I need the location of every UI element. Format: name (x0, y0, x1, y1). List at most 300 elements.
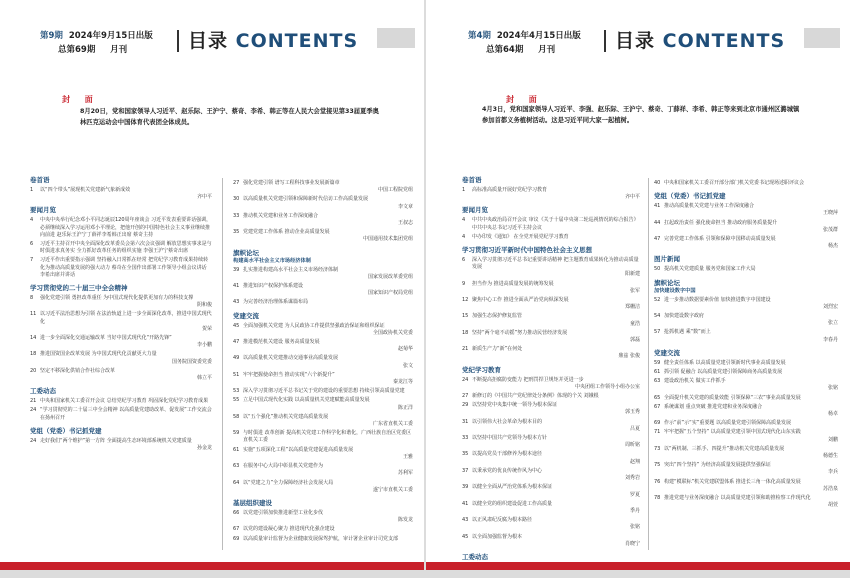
toc-page-number: 37 (462, 467, 469, 474)
toc-page-number: 76 (654, 478, 661, 485)
toc-page-number: 69 (654, 420, 661, 427)
header-grey-block (804, 28, 840, 48)
toc-entry[interactable] (654, 495, 838, 509)
toc-entry-author: 郭磊 (629, 337, 640, 344)
page-bottom-bar (426, 562, 850, 570)
toc-entry-body (243, 480, 413, 494)
toc-entry-title: 完善党建工作体系 引领和保障中国移动高质量发展 (664, 236, 776, 243)
section-heading: 党建交流 (233, 311, 259, 320)
toc-column (462, 176, 640, 570)
toc-entry[interactable] (462, 517, 640, 531)
toc-entry[interactable] (233, 299, 413, 306)
toc-entry[interactable] (654, 266, 838, 273)
toc-entry-author: 周昕铭 (624, 442, 640, 449)
toc-page-number: 78 (654, 495, 661, 502)
toc-page-number: 49 (233, 355, 240, 362)
toc-page-number: 54 (654, 313, 661, 320)
toc-entry-body (472, 346, 640, 360)
toc-page-number: 4 (462, 233, 466, 240)
toc-entry-title: 在服务中心大局中彰显机关党建作为 (243, 463, 324, 470)
toc-entry-body (243, 213, 413, 227)
toc-entry-body (664, 360, 838, 367)
toc-entry[interactable] (654, 446, 838, 460)
toc-entry-title: 全面提升机关党建的质量效能 引领保障“三农”事业高质量发展 (664, 394, 801, 401)
column-divider (648, 178, 649, 550)
toc-entry-author: 李兵 (827, 469, 838, 476)
toc-entry-title: 推进模范机关建设 服务高质量发展 (243, 339, 320, 346)
section-heading: 学习贯彻党的二十届三中全会精神 (30, 284, 128, 293)
toc-entry-body (472, 501, 640, 515)
section-heading: 基层组织建设 (233, 498, 272, 507)
toc-entry[interactable] (462, 468, 640, 482)
toc-page-left (0, 0, 424, 570)
toc-entry-title: 推进知识产权保护体系建设 (243, 283, 304, 290)
toc-page-number: 65 (654, 394, 661, 401)
toc-entry-author: 广东省直机关工委 (372, 421, 413, 428)
toc-entry-author: 张立 (827, 320, 838, 327)
toc-entry[interactable] (654, 369, 838, 376)
toc-entry[interactable] (462, 313, 640, 327)
toc-entry[interactable] (654, 297, 838, 311)
section-heading: 党组（党委）书记抓党建 (654, 192, 726, 201)
toc-entry-title: 推动机关党建和业务工作深度融合 (243, 212, 319, 219)
toc-entry-title: 以健全党的组织建设促进工作高质量 (472, 500, 553, 507)
toc-entry-title: 实施“五项深化工程”以高质量党建促进高质量发展 (243, 446, 354, 453)
toc-entry[interactable] (462, 501, 640, 515)
toc-entry-body (40, 335, 212, 349)
section-heading: 学习贯彻习近平新时代中国特色社会主义思想 (462, 246, 592, 255)
toc-entry-body (243, 372, 413, 386)
toc-entry-body (664, 203, 838, 217)
toc-entry-title: 进一步全面深化交通运输改革 当好中国式现代化“开路先锋” (40, 335, 172, 342)
toc-entry-title: 以高质量审计监督为企业健康发展保驾护航，审计署企业审计司党支部 (243, 535, 399, 542)
toc-entry-author: 苏利军 (397, 470, 413, 477)
toc-entry[interactable] (30, 407, 212, 421)
toc-entry[interactable] (462, 297, 640, 311)
toc-entry-title: 深入学习贯彻习近平总书记重要讲话精神 把主题教育成果转化为推动高质量发展 (472, 257, 639, 271)
toc-entry-title: 强化党建引领 勇担改革重任 为中国式现代化提供更加有力的科技支撑 (40, 295, 194, 302)
toc-entry-title: 以坚持党中央集中统一领导为根本保证 (472, 402, 558, 409)
toc-entry-author: 遂宁市直机关工委 (372, 486, 413, 493)
toc-page-number: 27 (462, 393, 469, 400)
section-heading: 要闻月览 (462, 206, 488, 215)
toc-entry-body (664, 446, 838, 460)
toc-entry-author: 齐中平 (196, 194, 212, 201)
toc-page-number: 35 (233, 229, 240, 236)
toc-entry-title: 以健全全面从严治党体系为根本保证 (472, 484, 553, 491)
toc-entry-title: 以党的建设凝心聚力 推进现代化强企建设 (243, 526, 335, 533)
toc-entry-title: 坚持“两个毫不动摇”努力推动民营经济发展 (472, 329, 568, 336)
toc-page-number: 52 (654, 296, 661, 303)
toc-entry[interactable] (233, 526, 413, 533)
toc-entry-body (664, 220, 838, 234)
section-heading: 党组（党委）书记抓党建 (30, 426, 102, 435)
toc-entry[interactable] (233, 536, 413, 543)
toc-entry[interactable] (462, 534, 640, 548)
toc-page-number: 24 (462, 376, 469, 383)
toc-entry[interactable] (233, 213, 413, 227)
toc-entry[interactable] (462, 435, 640, 449)
toc-page-number: 59 (233, 430, 240, 437)
section-heading: 旗帜论坛 (654, 278, 680, 287)
toc-page-number: 41 (462, 500, 469, 507)
toc-entry-title: 抓引领 促融合 以高质量党建引领保障商务高质量发展 (664, 369, 783, 376)
toc-entry-author: 李小鹏 (196, 342, 212, 349)
toc-entry-title: 强化党建引领 谱写工程科技事业发展新篇章 (243, 180, 340, 186)
toc-entry[interactable] (233, 196, 413, 210)
toc-page-number: 7 (30, 257, 34, 264)
toc-entry-author: 肖晓宁 (624, 540, 640, 547)
toc-page-number: 31 (462, 418, 469, 425)
toc-entry-author: 张铭 (629, 524, 640, 531)
cover-caption: 8月20日，党和国家领导人习近平、赵乐际、王沪宁、蔡奇、李希、韩正等在人民大会堂接见第33届夏季奥林匹克运动会中国体育代表团全体成员。 (80, 108, 379, 126)
toc-entry-title: 以“五个强化”推动机关党建高质量发展 (243, 413, 329, 420)
toc-entry-body (472, 468, 640, 482)
toc-entry[interactable] (233, 339, 413, 353)
toc-entry[interactable] (654, 429, 838, 443)
toc-page-number: 59 (654, 359, 661, 366)
section-heading: 党建交流 (654, 348, 680, 357)
toc-entry-title: 建设政治机关 做实工作抓手 (664, 378, 726, 385)
toc-entry[interactable] (30, 217, 212, 239)
toc-page-number: 45 (233, 322, 240, 329)
toc-entry-author: 国务院国资委党委 (171, 358, 212, 365)
cover-caption: 4月3日，党和国家领导人习近平、李强、赵乐际、王沪宁、蔡奇、丁薛祥、李希、韩正等来到北京市通州区潞城镇参加首都义务植树活动。这是习近平同大家一起植树。 (482, 106, 800, 124)
toc-entry[interactable] (462, 234, 640, 241)
toc-entry[interactable] (654, 404, 838, 418)
toc-page-number: 24 (30, 407, 37, 414)
toc-page-number: 11 (30, 311, 37, 318)
toc-entry-title: 推进国资国企改革发展 为中国式现代化贡献更大力量 (40, 351, 157, 358)
toc-page-number: 40 (654, 180, 661, 186)
toc-entry[interactable] (462, 393, 640, 400)
toc-entry[interactable] (233, 372, 413, 386)
toc-entry[interactable] (462, 346, 640, 360)
toc-page-number: 14 (30, 335, 37, 342)
toc-entry-author: 韩立平 (196, 375, 212, 382)
toc-entry-body (472, 330, 640, 344)
toc-entry[interactable] (233, 267, 413, 281)
toc-entry-title: 以高质量机关党建引领和保障新时代信访工作高质量发展 (243, 196, 369, 203)
toc-entry-title: 抢抓机遇 乘“数”而上 (664, 329, 711, 336)
toc-page-number: 27 (233, 180, 240, 186)
toc-entry[interactable] (233, 355, 413, 369)
toc-entry[interactable] (233, 510, 413, 524)
toc-entry[interactable] (462, 484, 640, 498)
toc-entry[interactable] (462, 257, 640, 279)
toc-entry[interactable] (30, 368, 212, 382)
toc-entry-author: 刘鹏 (827, 436, 838, 443)
toc-entry[interactable] (654, 378, 838, 392)
toc-entry[interactable] (462, 451, 640, 465)
section-heading: 工委动态 (30, 387, 56, 396)
toc-entry-author: 张文 (402, 362, 413, 369)
toc-page-number: 51 (233, 371, 240, 378)
toc-entry-body (472, 377, 640, 391)
toc-entry-title: 立足中国式现代化实践 以高质量机关党建赋能高质量发展 (243, 397, 370, 404)
toc-page-number: 47 (654, 236, 661, 243)
toc-entry[interactable] (654, 360, 838, 367)
toc-entry-body (243, 430, 413, 444)
toc-page-number: 43 (233, 299, 240, 306)
toc-entry-author: 苏浩泉 (822, 485, 838, 492)
toc-page-number: 35 (462, 451, 469, 458)
toc-entry-title: 中办印发《通知》 在全党开展党纪学习教育 (472, 233, 569, 240)
toc-entry-title: 进一步推动数据要素价值 加快推进数字中国建设 (664, 296, 771, 303)
toc-entry-author: 贺荣 (201, 325, 212, 332)
toc-entry[interactable] (462, 281, 640, 295)
page-bottom-bar (0, 562, 424, 570)
toc-page-number: 12 (462, 297, 469, 304)
toc-entry-body (472, 297, 640, 311)
toc-entry-body (664, 462, 838, 476)
toc-entry[interactable] (462, 217, 640, 231)
toc-entry-author: 杨卓 (827, 411, 838, 418)
toc-entry-body (472, 451, 640, 465)
toc-entry-body (664, 479, 838, 493)
toc-entry[interactable] (654, 329, 838, 343)
toc-entry-title: 习近平作出重要指示强调 坚持融入日常抓在经常 把党纪学习教育成果持续转化为推动高质量发展的强大动力 蔡奇在全国作出部署工作领导小组会议讲话 李希出席并讲话 (40, 257, 209, 278)
toc-page-right (426, 0, 850, 570)
toc-entry[interactable] (233, 414, 413, 428)
toc-entry[interactable] (233, 388, 413, 395)
toc-entry-title: 新修订的《中国共产党纪律处分条例》体现的个关 刘娥根 (472, 393, 599, 400)
toc-entry-title: 全面加强机关党建 为人民政协工作提供坚强政治保证和组织保证 (243, 322, 385, 329)
toc-entry-author: 王雅 (402, 453, 413, 460)
toc-entry-body (472, 234, 640, 241)
toc-page-number: 41 (233, 283, 240, 290)
toc-entry-body (472, 534, 640, 548)
toc-entry-title: 系统谋划 重点突破 推进党建和业务深度融合 (664, 403, 763, 410)
toc-entry-author: 吕夏 (629, 425, 640, 432)
toc-page-number: 47 (233, 339, 240, 346)
toc-entry-body (664, 329, 838, 343)
toc-entry-title: 以习近平法治思想为引领 在法治轨道上进一步全面深化改革，推进中国式现代化 (40, 311, 212, 325)
toc-entry[interactable] (654, 313, 838, 327)
section-heading: 要闻月览 (30, 206, 56, 215)
cover-label: 封 面 (506, 95, 543, 104)
toc-entry-body (243, 414, 413, 428)
toc-entry[interactable] (30, 295, 212, 309)
column-divider (222, 178, 223, 550)
toc-entry-body (664, 495, 838, 509)
toc-entry-title: 聚焦中心工作 推进全面从严治党向纵深发展 (472, 297, 569, 304)
toc-entry-body (243, 229, 413, 243)
toc-entry-body (243, 339, 413, 353)
toc-entry-author: 郑栅洁 (624, 304, 640, 311)
toc-entry-body (472, 281, 640, 295)
toc-entry-title: 突出“四个坚持” 为经济高质量发展提供坚强保证 (664, 462, 771, 469)
toc-page-number: 29 (462, 402, 469, 409)
section-heading: 党纪学习教育 (462, 365, 501, 374)
toc-entry-title: “学习贯彻党的二十届三中全会精神 以高质量党建助改革、促发展”工作交流会在扬州召开 (40, 407, 212, 421)
toc-entry-author: 罗夏 (629, 491, 640, 498)
toc-entry[interactable] (30, 257, 212, 279)
toc-entry-body (664, 420, 838, 427)
toc-entry-title: 推动高质量机关党建与业务工作深度融合 (664, 203, 755, 210)
toc-entry-author: 王叔志 (397, 220, 413, 227)
cover-label: 封 面 (62, 95, 99, 104)
toc-entry[interactable] (654, 420, 838, 427)
toc-entry[interactable] (462, 377, 640, 391)
toc-entry-author: 阴和俊 (196, 302, 212, 309)
toc-entry-body (243, 323, 413, 337)
issue-line: 第9期 2024年9月15日出版 (40, 31, 153, 41)
toc-page-number: 1 (462, 187, 466, 193)
toc-entry-title: 中央和国家机关工委召开部分部门机关党委书记现场述职评议会 (664, 180, 805, 186)
toc-entry[interactable] (30, 438, 212, 452)
toc-page-number: 20 (30, 367, 37, 374)
toc-entry-body (40, 295, 212, 309)
toc-entry-body (40, 187, 212, 201)
toc-page-number: 61 (233, 446, 240, 453)
toc-entry-title: 以全面加强监督为根本 (472, 533, 523, 540)
toc-entry[interactable] (654, 479, 838, 493)
toc-entry-body (243, 388, 413, 395)
toc-page-number: 33 (233, 212, 240, 219)
toc-entry-title: 为完善经济治理体系谋篇布局 (243, 299, 309, 306)
toc-page-number: 39 (462, 484, 469, 491)
toc-entry[interactable] (233, 229, 413, 243)
toc-page-number: 63 (233, 463, 240, 470)
toc-entry-body (243, 267, 413, 281)
toc-entry-body (472, 313, 640, 327)
toc-entry-body (664, 297, 838, 311)
toc-entry-body (243, 536, 413, 543)
toc-entry[interactable] (654, 395, 838, 402)
section-heading: 工委动态 (462, 552, 488, 561)
toc-entry-body (40, 368, 212, 382)
toc-page-number: 58 (233, 413, 240, 420)
contents-title: 目录 CONTENTS (615, 30, 786, 52)
toc-entry[interactable] (30, 241, 212, 255)
toc-entry-title: 作示“前”示“实”重要题 以高质量党建引领保障高质量发展 (664, 420, 791, 427)
toc-entry-body (664, 404, 838, 418)
toc-entry-body (243, 196, 413, 210)
toc-entry-author: 全国政协机关党委 (372, 329, 413, 336)
contents-title: 目录 CONTENTS (188, 30, 359, 52)
toc-entry[interactable] (462, 419, 640, 433)
toc-page-number: 57 (654, 329, 661, 336)
toc-entry-author: 刘烈宏 (822, 303, 838, 310)
toc-page-number: 4 (462, 217, 466, 224)
toc-entry-title: 习近平主持召开中央全面深化改革委员会第六次会议强调 解放思想实事求是与时俱进求真务实 全力抓好改革任务的组织实施 李强王沪宁蔡奇出席 (40, 241, 212, 255)
toc-entry[interactable] (30, 335, 212, 349)
toc-page-number: 75 (654, 462, 661, 469)
toc-entry-author: 陈发龙 (397, 517, 413, 524)
toc-page-number: 45 (462, 533, 469, 540)
toc-entry[interactable] (30, 187, 212, 201)
toc-entry[interactable] (233, 480, 413, 494)
toc-entry-body (40, 217, 212, 239)
toc-entry-body (664, 395, 838, 402)
toc-entry[interactable] (654, 203, 838, 217)
toc-entry[interactable] (233, 180, 413, 194)
toc-page-number: 67 (233, 526, 240, 533)
toc-entry-author: 赵菊华 (397, 346, 413, 353)
toc-entry[interactable] (233, 323, 413, 337)
toc-page-number: 67 (654, 403, 661, 410)
toc-entry-body (472, 435, 640, 449)
toc-entry-title: 以提高党员干部修养为根本途径 (472, 451, 543, 458)
section-subheading: 构建高水平社会主义市场经济体制 (233, 257, 311, 264)
toc-entry[interactable] (654, 220, 838, 234)
toc-entry[interactable] (462, 187, 640, 201)
toc-page-number: 4 (30, 217, 34, 224)
toc-entry-body (472, 217, 640, 231)
toc-entry-title: 深入学习贯彻习近平总书记关于党的建设的重要思想 持续引领高质量党建 (243, 388, 405, 395)
toc-entry-title: 以“党建之力”全力保障经济社会发展大局 (243, 479, 334, 486)
toc-entry[interactable] (30, 311, 212, 333)
toc-entry[interactable] (233, 283, 413, 297)
toc-entry[interactable] (233, 397, 413, 411)
toc-page-number: 41 (654, 203, 661, 210)
toc-entry-body (664, 236, 838, 250)
toc-page-number: 63 (654, 378, 661, 385)
toc-entry-author: 齐中平 (624, 194, 640, 201)
toc-entry-body (243, 355, 413, 369)
toc-entry-author: 秦龙江等 (392, 379, 413, 386)
toc-entry-body (472, 257, 640, 279)
toc-entry[interactable] (462, 402, 640, 416)
toc-entry-author: 国家知识产权局党组 (367, 290, 413, 297)
toc-entry-body (243, 510, 413, 524)
toc-entry-title: 担当作为 推进高质量发展的统筹发展 (472, 280, 554, 287)
toc-entry[interactable] (30, 351, 212, 365)
toc-entry-author: 张茂群 (822, 226, 838, 233)
toc-entry-author: 陈正洋 (397, 404, 413, 411)
toc-entry[interactable] (654, 462, 838, 476)
toc-column (30, 176, 212, 452)
toc-page-number: 6 (30, 241, 34, 248)
toc-entry[interactable] (233, 430, 413, 444)
toc-entry-author: 季丹 (629, 507, 640, 514)
toc-entry[interactable] (462, 330, 640, 344)
toc-entry-author: 张军 (629, 287, 640, 294)
toc-entry-body (243, 463, 413, 477)
toc-page-number: 9 (462, 280, 466, 287)
toc-entry-body (472, 187, 640, 201)
toc-entry-title: 以引领伟大社会革命为根本目的 (472, 418, 543, 425)
toc-page-number: 64 (233, 479, 240, 486)
toc-entry-body (243, 299, 413, 306)
toc-entry[interactable] (233, 463, 413, 477)
toc-entry-body (243, 283, 413, 297)
toc-page-number: 43 (462, 517, 469, 524)
toc-entry-title: 中央中央举行纪念邓小平同志诞辰120周年座谈会 习近平发表重要讲话强调，必须继续深入学习运用邓小平理论，把他开创的中国特色社会主义事业继续推向前进 赵乐际王沪宁丁薛祥李希韩正出席 蔡奇主持 (40, 217, 212, 238)
toc-entry[interactable] (30, 398, 212, 405)
toc-entry-author: 郭玉秀 (624, 409, 640, 416)
toc-page-number: 71 (654, 429, 661, 436)
toc-entry-author: 童浩 (629, 320, 640, 327)
toc-entry-author: 李文章 (397, 203, 413, 210)
toc-entry[interactable] (233, 447, 413, 461)
toc-entry-title: 加快建设数字政府 (664, 313, 705, 320)
toc-entry[interactable] (654, 236, 838, 250)
toc-entry-title: 高标准高质量开展好党纪学习教育 (472, 187, 548, 193)
total-line: 总第64期 月刊 (486, 45, 556, 55)
toc-entry-author: 杨杰 (827, 243, 838, 250)
toc-entry-title: 健全责任体系 以高质量党建引领新时代事业高质量发展 (664, 359, 786, 366)
toc-entry[interactable] (654, 180, 838, 187)
toc-entry-author: 刘秀岩 (624, 475, 640, 482)
toc-entry-body (664, 369, 838, 376)
section-heading: 卷首语 (30, 176, 50, 184)
toc-entry-body (40, 257, 212, 279)
toc-page-number: 21 (462, 346, 469, 353)
section-heading: 卷首语 (462, 176, 482, 184)
toc-entry-title: 牢牢把握使命担当 推动实现“六个新提升” (243, 371, 335, 378)
